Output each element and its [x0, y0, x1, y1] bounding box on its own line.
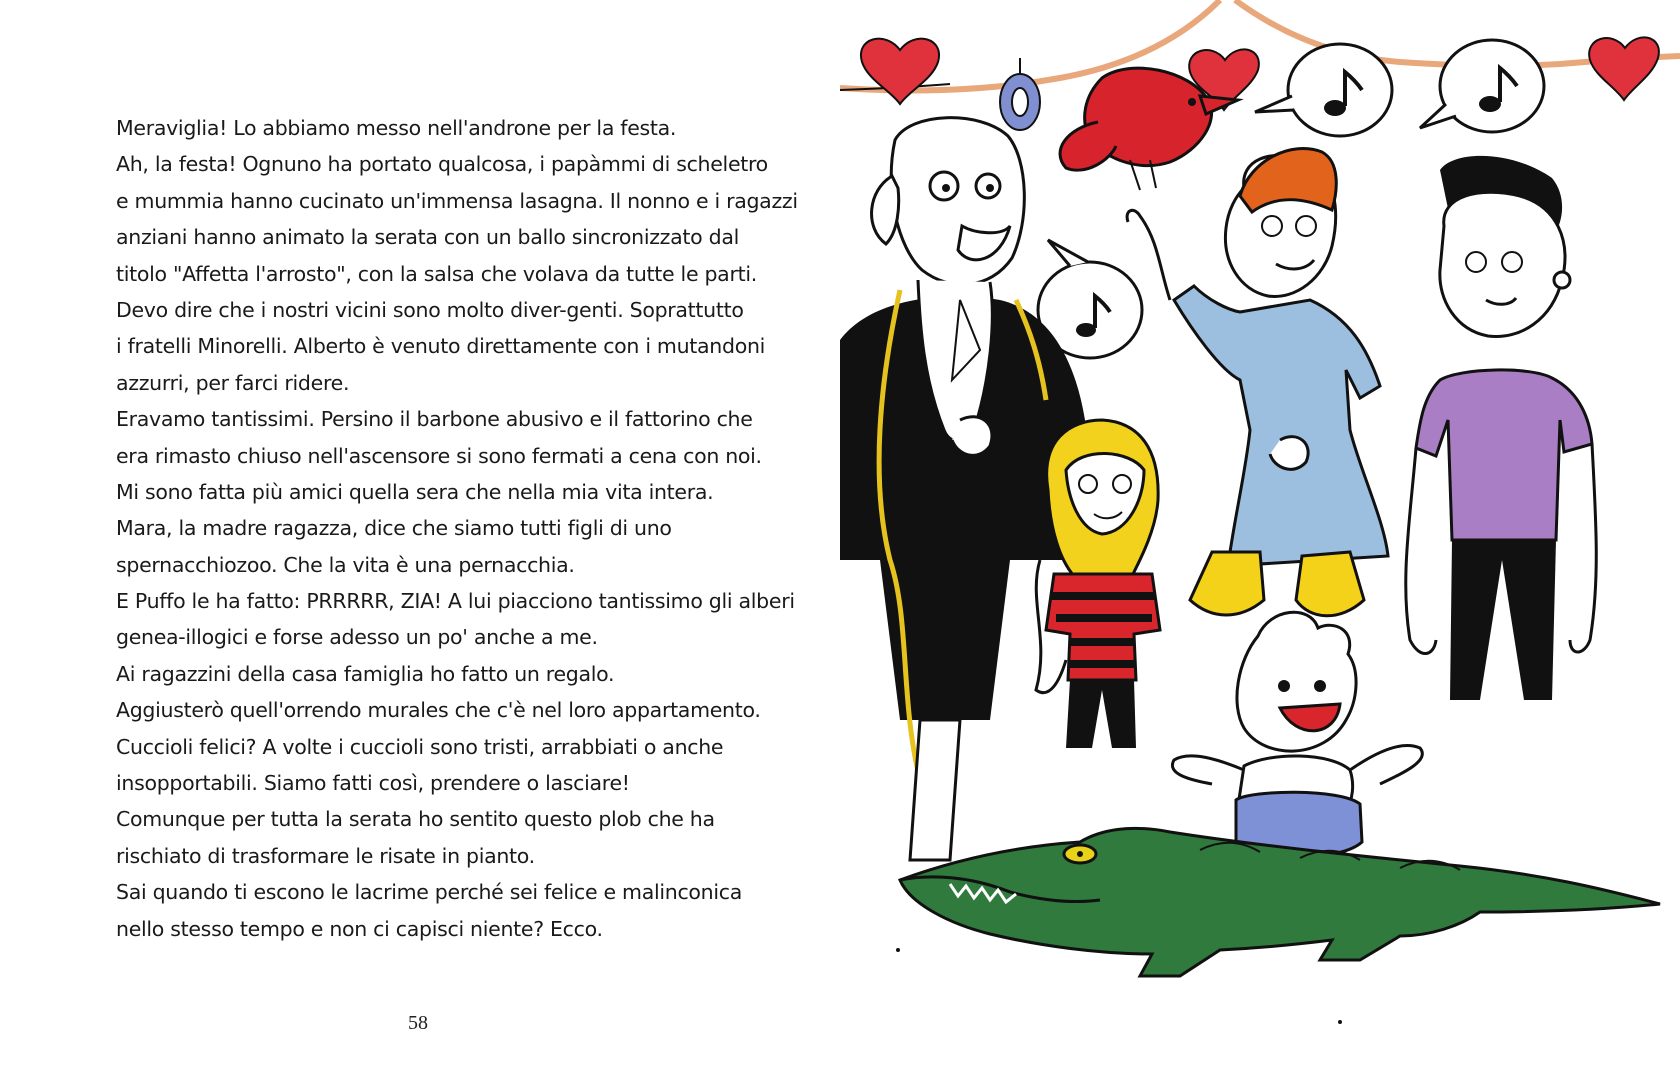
- text-line: Comunque per tutta la serata ho sentito questo plob che ha: [116, 807, 715, 832]
- music-bubble-icon: [1255, 44, 1392, 136]
- text-line: E Puffo le ha fatto: PRRRRR, ZIA! A lui piacciono tantissimo gli alberi: [116, 589, 795, 614]
- right-page: [840, 0, 1680, 1071]
- text-line: i fratelli Minorelli. Alberto è venuto direttamente con i mutandoni: [116, 334, 766, 359]
- page-text: [116, 110, 798, 947]
- text-line: genea-illogici e forse adesso un po' anche a me.: [116, 625, 598, 650]
- text-line: era rimasto chiuso nell'ascensore si sono fermati a cena con noi.: [116, 443, 762, 468]
- text-line: anziani hanno animato la serata con un ballo sincronizzato dal: [116, 225, 739, 250]
- text-line: nello stesso tempo e non ci capisci niente? Ecco.: [116, 916, 603, 941]
- party-illustration: [840, 0, 1680, 1071]
- text-line: Sai quando ti escono le lacrime perché sei felice e malinconica: [116, 880, 742, 905]
- text-line: Meraviglia! Lo abbiamo messo nell'androne per la festa.: [116, 116, 677, 140]
- text-line: Devo dire che i nostri vicini sono molto diver-genti. Soprattutto: [116, 297, 744, 322]
- heart-icon: [1589, 37, 1659, 100]
- text-line: Cuccioli felici? A volte i cuccioli sono tristi, arrabbiati o anche: [116, 734, 724, 759]
- text-line: azzurri, per farci ridere.: [116, 370, 350, 395]
- text-line: Ai ragazzini della casa famiglia ho fatto un regalo.: [116, 661, 615, 686]
- heart-icon: [861, 39, 939, 104]
- ink-dot: [1338, 1020, 1342, 1024]
- text-line: e mummia hanno cucinato un'immensa lasagna. Il nonno e i ragazzi: [116, 188, 798, 213]
- music-bubble-icon: [1420, 40, 1544, 132]
- text-line: Mi sono fatta più amici quella sera che nella mia vita intera.: [116, 479, 714, 504]
- crocodile-icon: [900, 828, 1660, 976]
- page-number: 58: [408, 1012, 428, 1034]
- text-line: Mara, la madre ragazza, dice che siamo tutti figli di uno: [116, 516, 672, 541]
- badge-icon: [1000, 74, 1040, 130]
- woman-purple-shirt-figure: [1406, 156, 1597, 700]
- text-line: spernacchiozoo. Che la vita è una pernacchia.: [116, 552, 575, 577]
- ink-dot: [896, 948, 900, 952]
- text-line: Aggiusterò quell'orrendo murales che c'è nel loro appartamento.: [116, 698, 761, 723]
- text-line: insopportabili. Siamo fatti così, prendere o lasciare!: [116, 771, 630, 796]
- blonde-child-figure: [1046, 420, 1160, 748]
- redhead-dancer-figure: [1127, 149, 1388, 616]
- text-line: rischiato di trasformare le risate in pianto.: [116, 843, 535, 868]
- text-line: Ah, la festa! Ognuno ha portato qualcosa, i papàmmi di scheletro: [116, 152, 768, 177]
- text-line: titolo "Affetta l'arrosto", con la salsa che volava da tutte le parti.: [116, 261, 757, 286]
- text-line: Eravamo tantissimi. Persino il barbone abusivo e il fattorino che: [116, 407, 753, 432]
